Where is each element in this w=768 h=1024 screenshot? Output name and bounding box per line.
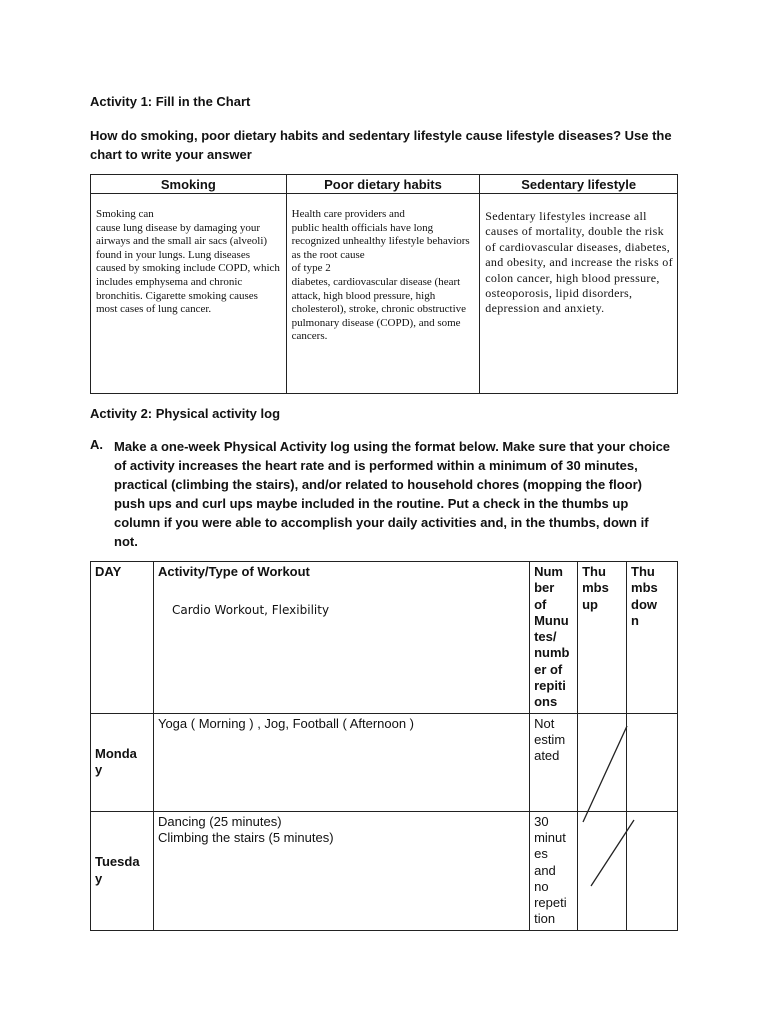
chart-cell-diet: Health care providers and public health officials have long recognized unhealthy lifestyle behaviors as the root cause of type 2 diabetes, cardiovascular disease (heart attack, high blood pressure, high cholesterol), stroke, chronic obstructive pulmonary disease (COPD), and some cancers. [286, 194, 480, 394]
item-a-instructions: Make a one-week Physical Activity log using the format below. Make sure that your choice of activity increases the heart rate and is performed within a minimum of 30 minutes, practical (climbing the stairs), and/or related to household chores (mopping the floor) push ups and curl ups maybe included in the routine. Put a check in the thumbs up column if you were able to accomplish your daily activities and, in the thumbs, down if not. [114, 439, 671, 550]
log-header-thumbs-down: Thu mbs dow n [627, 562, 678, 714]
log-activity-monday: Yoga ( Morning ) , Jog, Football ( Afternoon ) [153, 713, 529, 811]
log-minutes-tuesday: 30 minut es and no repeti tion [530, 811, 578, 930]
item-a-letter: A. [90, 437, 103, 452]
chart-header-diet: Poor dietary habits [286, 175, 480, 194]
chart-header-sedentary: Sedentary lifestyle [480, 175, 678, 194]
activity2-title: Activity 2: Physical activity log [90, 406, 281, 421]
log-header-activity [153, 562, 529, 714]
check-mark-icon [578, 722, 638, 892]
chart-cell-sedentary: Sedentary lifestyles increase all causes of mortality, double the risk of cardiovascular diseases, diabetes, and obesity, and increase the risks of colon cancer, high blood pressure, osteoporosis, lipid disorders, depression and anxiety. [480, 194, 678, 394]
chart-header-smoking: Smoking [91, 175, 287, 194]
chart-cell-smoking: Smoking can cause lung disease by damaging your airways and the small air sacs (alveoli) found in your lungs. Lung diseases caused by smoking include COPD, which includes emphysema and chronic bronchitis. Cigarette smoking causes most cases of lung cancer. [91, 194, 287, 394]
log-day-tuesday: Tuesda y [91, 811, 154, 930]
monday-check-stroke [583, 726, 627, 822]
activity1-title: Activity 1: Fill in the Chart [90, 94, 251, 109]
lifestyle-chart [90, 174, 678, 394]
log-minutes-monday: Not estim ated [530, 713, 578, 811]
log-activity-tuesday: Dancing (25 minutes) Climbing the stairs (5 minutes) [153, 811, 529, 930]
log-header-activity-sub: Cardio Workout, Flexibility [171, 603, 330, 618]
tuesday-check-stroke [591, 820, 634, 886]
log-header-activity-label: Activity/Type of Workout [157, 564, 310, 579]
log-header-day: DAY [91, 562, 154, 714]
log-day-monday: Monda y [91, 713, 154, 811]
log-header-thumbs-up: Thu mbs up [578, 562, 627, 714]
log-header-minutes: Num ber of Munu tes/ numb er of repiti ons [530, 562, 578, 714]
activity1-question: How do smoking, poor dietary habits and sedentary lifestyle cause lifestyle diseases? Use the chart to write your answer [90, 128, 672, 162]
